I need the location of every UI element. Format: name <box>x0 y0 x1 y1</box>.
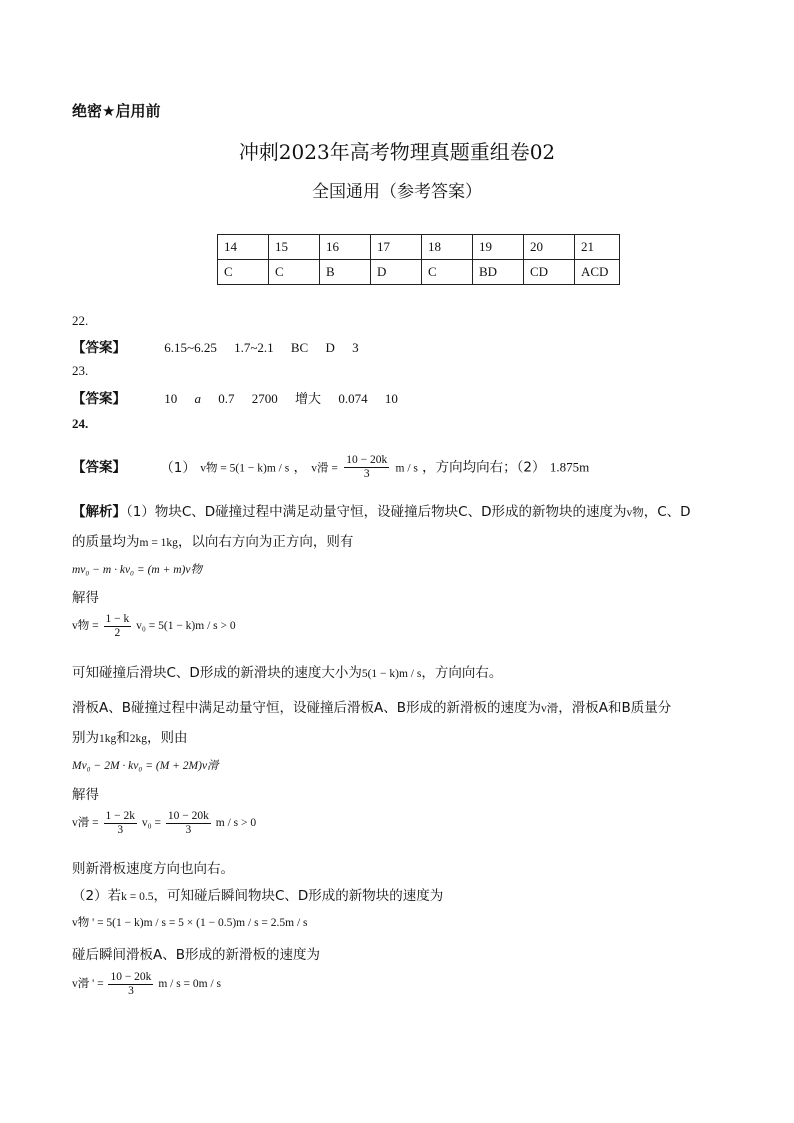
math-expression: v滑 <box>541 703 559 715</box>
equation-5: v物 ' = 5(1 − k)m / s = 5 × (1 − 0.5)m / s = 2.5m / s <box>72 917 308 929</box>
analysis-text: ，以向右方向为正方向，则有 <box>177 534 354 550</box>
analysis-text: ，方向向右。 <box>421 665 503 681</box>
fraction-numerator: 1 − k <box>105 613 130 625</box>
answer-table-numbers-row <box>218 235 620 260</box>
q24-number: 24. <box>72 416 89 431</box>
math-expression: v₀ = <box>141 817 161 830</box>
answer-tag: 【答案】 <box>72 340 126 356</box>
question-number-cell: 21 <box>575 235 620 260</box>
answer-value: 0.074 <box>338 391 368 406</box>
answer-part-label: （1） <box>160 459 196 476</box>
analysis-line-3 <box>72 661 502 681</box>
q22-number: 22. <box>72 313 89 328</box>
fraction-denominator: 3 <box>185 824 192 836</box>
answer-value: 增大 <box>295 392 322 407</box>
page-subtitle: 全国通用（参考答案） <box>312 182 482 202</box>
equation-4 <box>72 810 256 837</box>
math-expression: v₀ = 5(1 − k)m / s > 0 <box>136 620 236 633</box>
answer-value: 6.15~6.25 <box>164 340 217 355</box>
answer-text: ，方向均向右；（2） <box>422 459 546 476</box>
math-expression: m / s <box>395 462 418 475</box>
analysis-line-4 <box>72 696 671 716</box>
math-expression: v滑 ' = <box>72 978 104 991</box>
answer-value: 10 <box>164 391 178 406</box>
equation-1: mv₀ − m · kv₀ = (m + m)v物 <box>72 564 202 576</box>
math-expression: 1kg <box>99 733 117 745</box>
fraction <box>166 810 211 837</box>
fraction <box>104 810 138 837</box>
analysis-line-2 <box>72 530 353 550</box>
analysis-line-5 <box>72 726 188 746</box>
answer-cell: C <box>269 260 320 285</box>
question-number-cell: 14 <box>218 235 269 260</box>
q23-answer-line <box>72 387 412 407</box>
fraction-numerator: 10 − 20k <box>346 454 388 466</box>
math-expression: 5(1 − k)m / s <box>361 668 422 680</box>
confidential-label: 绝密★启用前 <box>72 102 161 120</box>
answer-cell: ACD <box>575 260 620 285</box>
math-expression: k = 0.5 <box>121 891 154 903</box>
analysis-line-6: 则新滑板速度方向也向右。 <box>72 861 234 877</box>
answer-table-answers-row <box>218 260 620 285</box>
answer-cell: B <box>320 260 371 285</box>
fraction-numerator: 10 − 20k <box>167 810 209 822</box>
question-number-cell: 19 <box>473 235 524 260</box>
answer-value: 3 <box>352 340 359 355</box>
analysis-text: （2）若 <box>72 888 122 904</box>
math-expression: v滑 = <box>72 817 99 830</box>
math-expression: m / s = 0m / s <box>158 978 222 991</box>
analysis-text: 滑板A、B碰撞过程中满足动量守恒，设碰撞后滑板A、B形成的新滑板的速度为 <box>72 700 541 716</box>
analysis-text: 别为 <box>72 730 99 746</box>
analysis-text: ，可知碰后瞬间物块C、D形成的新物块的速度为 <box>153 888 444 904</box>
separator: ， <box>293 459 307 476</box>
fraction <box>104 613 132 640</box>
answer-value: 10 <box>384 391 398 406</box>
fraction-denominator: 3 <box>117 824 124 836</box>
fraction <box>344 454 389 481</box>
answer-cell: BD <box>473 260 524 285</box>
math-expression: m = 1kg <box>139 537 178 549</box>
answer-value: 1.875m <box>549 459 590 475</box>
math-expression: 2kg <box>129 733 147 745</box>
analysis-line-7 <box>72 884 443 904</box>
analysis-text: ，C、D <box>643 504 691 520</box>
fraction-denominator: 3 <box>128 985 134 997</box>
answer-tag: 【答案】 <box>72 459 126 476</box>
math-expression: v物 = 5(1 − k)m / s <box>200 462 290 475</box>
answer-value: 0.7 <box>218 391 235 406</box>
fraction-denominator: 3 <box>363 468 370 480</box>
analysis-text: 的质量均为 <box>72 534 140 550</box>
analysis-line-1 <box>72 500 691 520</box>
q24-answer-line <box>72 454 589 481</box>
analysis-text: 可知碰撞后滑块C、D形成的新滑块的速度大小为 <box>72 665 362 681</box>
question-number-cell: 20 <box>524 235 575 260</box>
analysis-text: （1）物块C、D碰撞过程中满足动量守恒，设碰撞后物块C、D形成的新物块的速度为 <box>126 504 627 520</box>
question-number-cell: 15 <box>269 235 320 260</box>
answer-cell: C <box>422 260 473 285</box>
solve-label-2: 解得 <box>72 787 99 803</box>
q22-answer-line <box>72 336 373 356</box>
fraction-numerator: 10 − 20k <box>110 971 152 983</box>
math-expression: v滑 = <box>311 462 338 475</box>
answer-cell: D <box>371 260 422 285</box>
fraction-denominator: 2 <box>114 627 121 639</box>
analysis-line-8: 碰后瞬间滑板A、B形成的新滑板的速度为 <box>72 947 320 963</box>
q22-values <box>164 340 372 355</box>
analysis-tag: 【解析】 <box>72 504 126 520</box>
math-expression: v物 = <box>72 620 99 633</box>
answer-cell: CD <box>524 260 575 285</box>
answer-value: 1.7~2.1 <box>234 340 274 355</box>
answer-tag: 【答案】 <box>72 391 126 407</box>
answer-value: 2700 <box>251 391 278 406</box>
fraction-numerator: 1 − 2k <box>105 810 135 822</box>
question-number-cell: 18 <box>422 235 473 260</box>
answer-value: a <box>194 391 202 406</box>
analysis-text: ，滑板A和B质量分 <box>558 700 672 716</box>
answer-value: BC <box>290 340 309 355</box>
page-title: 冲刺2023年高考物理真题重组卷02 <box>238 140 556 164</box>
answer-value: D <box>325 340 335 355</box>
question-number-cell: 16 <box>320 235 371 260</box>
equation-3: Mv₀ − 2M · kv₀ = (M + 2M)v滑 <box>72 760 219 772</box>
math-expression: v物 <box>626 507 644 519</box>
fraction <box>108 971 153 998</box>
math-expression: m / s > 0 <box>215 817 257 830</box>
solve-label-1: 解得 <box>72 590 99 606</box>
equation-6 <box>72 971 221 998</box>
analysis-text: ，则由 <box>147 730 188 746</box>
answer-cell: C <box>218 260 269 285</box>
equation-2 <box>72 613 236 640</box>
q23-number: 23. <box>72 363 89 378</box>
question-number-cell: 17 <box>371 235 422 260</box>
analysis-text: 和 <box>116 730 130 746</box>
answer-table <box>217 234 620 285</box>
q23-values <box>164 391 412 406</box>
